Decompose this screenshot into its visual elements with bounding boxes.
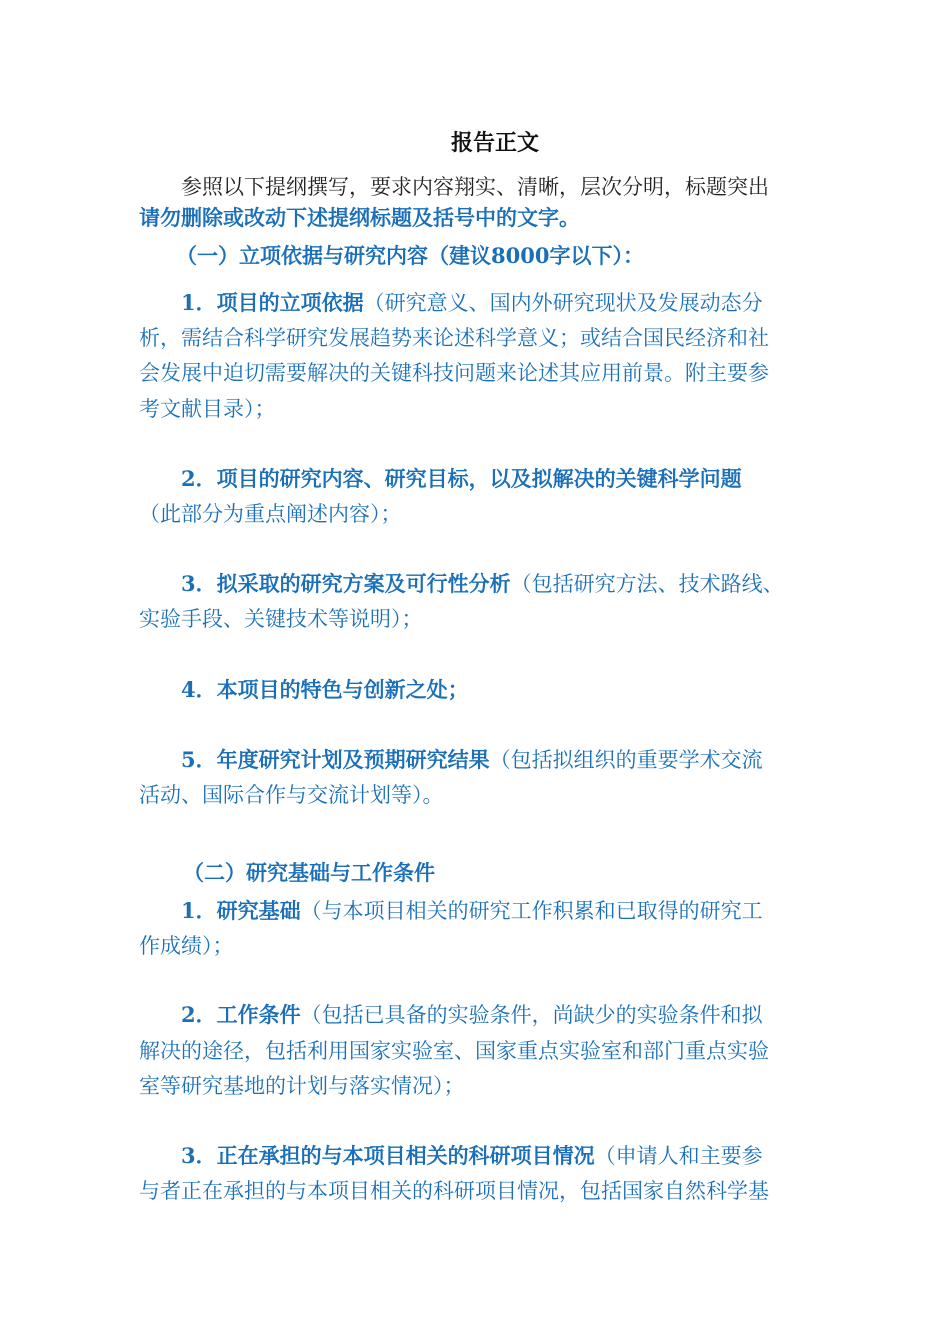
page-title: 报告正文 [451, 130, 540, 156]
s2-item2-line-3: 室等研究基地的计划与落实情况）； [139, 1074, 465, 1098]
s1-item4-title: 4．本项目的特色与创新之处； [181, 677, 469, 702]
s2-item2-first-line [181, 1000, 763, 1030]
s1-item3-first-line [181, 569, 784, 599]
s2-item1-first-line [181, 896, 763, 926]
s2-item3-text: （申请人和主要参 [594, 1144, 763, 1168]
s1-item1-line-3: 会发展中迫切需要解决的关键科技问题来论述其应用前景。附主要参 [139, 361, 769, 385]
s1-item1-title: 1．项目的立项依据 [181, 290, 364, 315]
s1-item3-line-2: 实验手段、关键技术等说明）； [139, 607, 423, 631]
s2-item3-line-2: 与者正在承担的与本项目相关的科研项目情况，包括国家自然科学基 [139, 1179, 769, 1203]
s2-item1-line-2: 作成绩）； [139, 934, 234, 958]
s2-item3-first-line [181, 1141, 763, 1171]
s1-item1-line-4: 考文献目录）； [139, 397, 276, 421]
s1-item3-title: 3．拟采取的研究方案及可行性分析 [181, 571, 511, 596]
s1-item5-text: （包括拟组织的重要学术交流 [489, 748, 763, 772]
s1-item5-line-2: 活动、国际合作与交流计划等）。 [139, 783, 444, 807]
s1-item5-first-line [181, 745, 763, 775]
s1-item3-text: （包括研究方法、技术路线、 [510, 572, 784, 596]
s1-item5-title: 5．年度研究计划及预期研究结果 [181, 747, 490, 772]
s1-item1-first-line [181, 288, 763, 318]
section-1-heading: （一）立项依据与研究内容（建议8000字以下）： [176, 243, 644, 268]
s2-item2-text: （包括已具备的实验条件，尚缺少的实验条件和拟 [300, 1003, 763, 1027]
s1-item2-title: 2．项目的研究内容、研究目标，以及拟解决的关键科学问题 [181, 466, 742, 491]
s2-item3-title: 3．正在承担的与本项目相关的科研项目情况 [181, 1143, 595, 1168]
s2-item2-line-2: 解决的途径，包括利用国家实验室、国家重点实验室和部门重点实验 [139, 1039, 769, 1063]
intro-line-2: 请勿删除或改动下述提纲标题及括号中的文字。 [139, 205, 580, 230]
s2-item1-text: （与本项目相关的研究工作积累和已取得的研究工 [300, 899, 763, 923]
intro-line-1: 参照以下提纲撰写，要求内容翔实、清晰，层次分明，标题突出 [181, 175, 769, 199]
s2-item2-title: 2．工作条件 [181, 1002, 301, 1027]
s1-item1-line-2: 析，需结合科学研究发展趋势来论述科学意义；或结合国民经济和社 [139, 326, 769, 350]
s2-item1-title: 1．研究基础 [181, 898, 301, 923]
section-2-heading: （二）研究基础与工作条件 [183, 860, 435, 885]
s1-item2-line-2: （此部分为重点阐述内容）； [139, 502, 402, 526]
s1-item1-text: （研究意义、国内外研究现状及发展动态分 [363, 291, 763, 315]
